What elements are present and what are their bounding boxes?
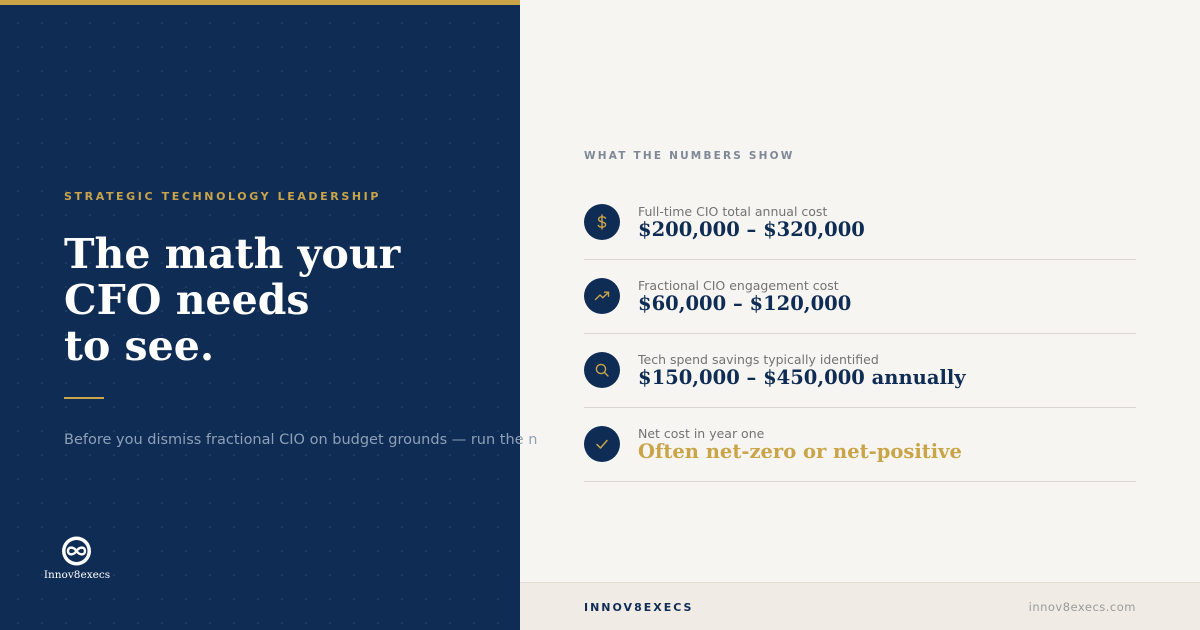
headline-line: The math your (64, 230, 401, 278)
stat-label: Fractional CIO engagement cost (638, 278, 839, 293)
stat-label: Net cost in year one (638, 426, 765, 441)
search-icon (584, 352, 620, 388)
stat-value: $150,000 – $450,000 annually (638, 366, 966, 389)
stat-label: Full-time CIO total annual cost (638, 204, 828, 219)
stat-label: Tech spend savings typically identified (638, 352, 879, 367)
infinity-logo-icon (60, 536, 93, 566)
footer-brand: INNOV8EXECS (584, 601, 694, 614)
brand-name: Innov8execs (43, 569, 111, 581)
stat-value: $200,000 – $320,000 (638, 218, 865, 241)
footer-bar (520, 582, 1200, 630)
dollar-icon (584, 204, 620, 240)
hero-headline (64, 231, 484, 369)
stat-tech-spend-savings (584, 334, 1136, 408)
accent-divider (64, 397, 104, 399)
stat-fractional-cio-cost (584, 260, 1136, 334)
section-label: WHAT THE NUMBERS SHOW (584, 150, 795, 162)
hero-eyebrow: STRATEGIC TECHNOLOGY LEADERSHIP (64, 190, 382, 203)
headline-line: CFO needs (64, 276, 310, 324)
stat-value: Often net-zero or net-positive (638, 440, 962, 463)
stat-value: $60,000 – $120,000 (638, 292, 852, 315)
stat-full-time-cio-cost (584, 186, 1136, 260)
numbers-panel (520, 0, 1200, 630)
footer-url: innov8execs.com (1028, 600, 1136, 614)
trending-up-icon (584, 278, 620, 314)
hero-panel (0, 0, 538, 630)
headline-line: to see. (64, 322, 215, 370)
hero-subtext: Before you dismiss fractional CIO on budget grounds — run the n (64, 432, 538, 448)
